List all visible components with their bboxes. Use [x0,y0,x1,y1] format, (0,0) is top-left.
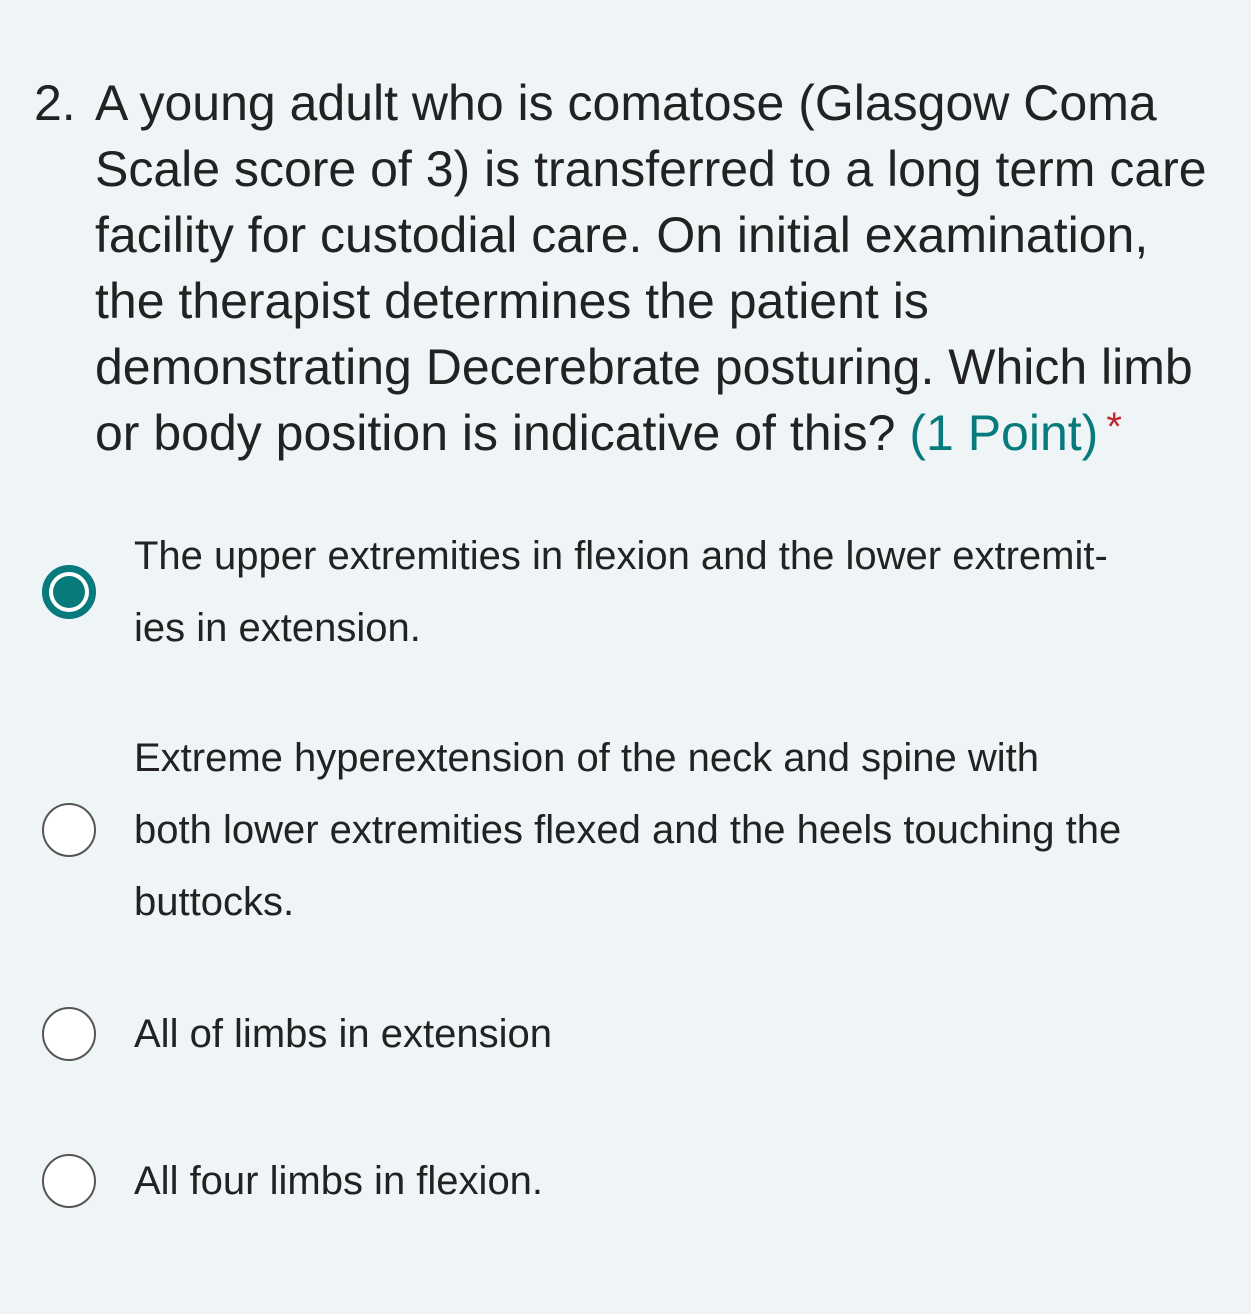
question-line: demonstrating Decerebrate posturing. Which limb [95,339,1193,395]
option-line: ies in extension. [134,606,421,650]
option-line: both lower extremities flexed and the heels touching the [134,808,1122,852]
option-line: buttocks. [134,880,295,924]
question-line-last [95,400,1207,466]
question-number: 2. [34,75,76,131]
question-line: facility for custodial care. On initial examination, [95,207,1149,263]
question-line: Scale score of 3) is transferred to a long term care [95,141,1207,197]
radio-unselected-icon[interactable] [42,1154,96,1208]
question [34,70,1207,466]
radio-unselected-icon[interactable] [42,1007,96,1061]
points-label: (1 Point) [909,405,1099,461]
option-4[interactable] [42,1145,543,1217]
option-label [134,1145,543,1217]
question-text [95,70,1207,466]
option-line: All of limbs in extension [134,1012,552,1056]
option-line: Extreme hyperextension of the neck and spine with [134,736,1039,780]
option-3[interactable] [42,998,552,1070]
option-2[interactable] [42,722,1121,938]
question-line: A young adult who is comatose (Glasgow Coma [95,75,1157,131]
option-line: The upper extremities in flexion and the lower extremit- [134,534,1108,578]
option-label [134,520,1108,664]
option-line: All four limbs in flexion. [134,1159,544,1203]
option-1[interactable] [42,520,1108,664]
option-label [134,722,1121,938]
required-marker: * [1106,405,1122,449]
radio-selected-icon[interactable] [42,565,96,619]
question-line-text: or body position is indicative of this? [95,405,896,461]
radio-unselected-icon[interactable] [42,803,96,857]
question-line: the therapist determines the patient is [95,273,929,329]
option-label [134,998,552,1070]
